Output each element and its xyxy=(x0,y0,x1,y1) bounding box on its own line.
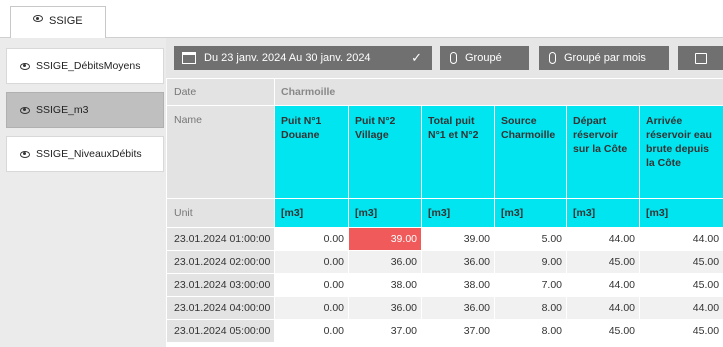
date-range-label: Du 23 janv. 2024 Au 30 janv. 2024 xyxy=(204,52,371,64)
column-header[interactable]: Départ réservoir sur la Côte xyxy=(567,106,640,199)
table-cell[interactable]: 44.00 xyxy=(567,274,640,297)
row-date: 23.01.2024 04:00:00 xyxy=(167,297,275,320)
table-cell[interactable]: 37.00 xyxy=(349,320,422,343)
table-row xyxy=(167,320,723,343)
column-header[interactable]: Source Charmoille xyxy=(495,106,567,199)
printer-icon xyxy=(695,53,707,64)
print-button[interactable] xyxy=(678,46,723,70)
sidebar-item-label: SSIGE_NiveauxDébits xyxy=(36,148,142,160)
table-cell[interactable]: 39.00 xyxy=(422,228,495,251)
column-unit: [m3] xyxy=(349,199,422,228)
tab-ssige[interactable] xyxy=(10,6,106,39)
table-row xyxy=(167,228,723,251)
unit-label: Unit xyxy=(167,199,275,228)
table-cell[interactable]: 38.00 xyxy=(422,274,495,297)
table-cell[interactable]: 36.00 xyxy=(349,297,422,320)
table-cell[interactable]: 8.00 xyxy=(495,297,567,320)
table-cell[interactable]: 0.00 xyxy=(275,251,349,274)
table-cell[interactable]: 44.00 xyxy=(640,297,723,320)
calendar-icon xyxy=(182,52,196,64)
table-cell[interactable]: 36.00 xyxy=(422,251,495,274)
table-cell[interactable]: 0.00 xyxy=(275,320,349,343)
group-name: Charmoille xyxy=(275,79,723,106)
eye-icon xyxy=(33,15,43,22)
table-cell[interactable]: 36.00 xyxy=(422,297,495,320)
group-label: Groupé xyxy=(465,52,502,64)
data-table xyxy=(166,78,723,347)
sidebar-item-m3[interactable] xyxy=(6,92,164,128)
table-cell[interactable]: 8.00 xyxy=(495,320,567,343)
table-cell[interactable]: 44.00 xyxy=(567,297,640,320)
table-cell-alert[interactable]: 39.00 xyxy=(349,228,422,251)
table-row xyxy=(167,297,723,320)
table-cell[interactable]: 45.00 xyxy=(640,251,723,274)
column-header[interactable]: Puit N°2 Village xyxy=(349,106,422,199)
group-by-month-button[interactable] xyxy=(539,46,669,70)
table-cell[interactable]: 44.00 xyxy=(567,228,640,251)
table-cell[interactable]: 5.00 xyxy=(495,228,567,251)
paperclip-icon xyxy=(450,52,457,64)
column-header[interactable]: Puit N°1 Douane xyxy=(275,106,349,199)
table-cell[interactable]: 44.00 xyxy=(640,228,723,251)
table-cell[interactable]: 45.00 xyxy=(640,320,723,343)
sidebar-item-label: SSIGE_m3 xyxy=(36,104,89,116)
table-cell[interactable]: 45.00 xyxy=(567,251,640,274)
row-date: 23.01.2024 02:00:00 xyxy=(167,251,275,274)
column-unit: [m3] xyxy=(495,199,567,228)
name-label: Name xyxy=(167,106,275,199)
toolbar xyxy=(166,38,723,78)
table-cell[interactable]: 45.00 xyxy=(640,274,723,297)
column-unit: [m3] xyxy=(640,199,723,228)
table-cell[interactable]: 38.00 xyxy=(349,274,422,297)
eye-icon xyxy=(20,151,30,158)
check-icon: ✓ xyxy=(411,50,422,65)
group-month-label: Groupé par mois xyxy=(564,52,646,64)
sidebar-item-label: SSIGE_DébitsMoyens xyxy=(36,60,141,72)
sidebar xyxy=(0,38,166,347)
table-cell[interactable]: 9.00 xyxy=(495,251,567,274)
table-cell[interactable]: 45.00 xyxy=(567,320,640,343)
date-range-button[interactable] xyxy=(174,46,432,70)
table-cell[interactable]: 7.00 xyxy=(495,274,567,297)
group-button[interactable] xyxy=(440,46,529,70)
column-unit: [m3] xyxy=(422,199,495,228)
column-header[interactable]: Arrivée réservoir eau brute depuis la Côte xyxy=(640,106,723,199)
row-date: 23.01.2024 03:00:00 xyxy=(167,274,275,297)
table-cell[interactable]: 37.00 xyxy=(422,320,495,343)
sidebar-item-debits-moyens[interactable] xyxy=(6,48,164,84)
row-date: 23.01.2024 05:00:00 xyxy=(167,320,275,343)
table-row xyxy=(167,251,723,274)
tab-label: SSIGE xyxy=(49,15,83,27)
column-header[interactable]: Total puit N°1 et N°2 xyxy=(422,106,495,199)
sidebar-item-niveaux-debits[interactable] xyxy=(6,136,164,172)
table-cell[interactable]: 36.00 xyxy=(349,251,422,274)
tab-strip xyxy=(0,0,723,38)
paperclip-icon xyxy=(549,52,556,64)
eye-icon xyxy=(20,107,30,114)
table-row xyxy=(167,274,723,297)
table-cell[interactable]: 0.00 xyxy=(275,228,349,251)
date-label: Date xyxy=(167,79,275,106)
eye-icon xyxy=(20,63,30,70)
table-cell[interactable]: 0.00 xyxy=(275,297,349,320)
column-unit: [m3] xyxy=(567,199,640,228)
row-date: 23.01.2024 01:00:00 xyxy=(167,228,275,251)
table-cell[interactable]: 0.00 xyxy=(275,274,349,297)
column-unit: [m3] xyxy=(275,199,349,228)
